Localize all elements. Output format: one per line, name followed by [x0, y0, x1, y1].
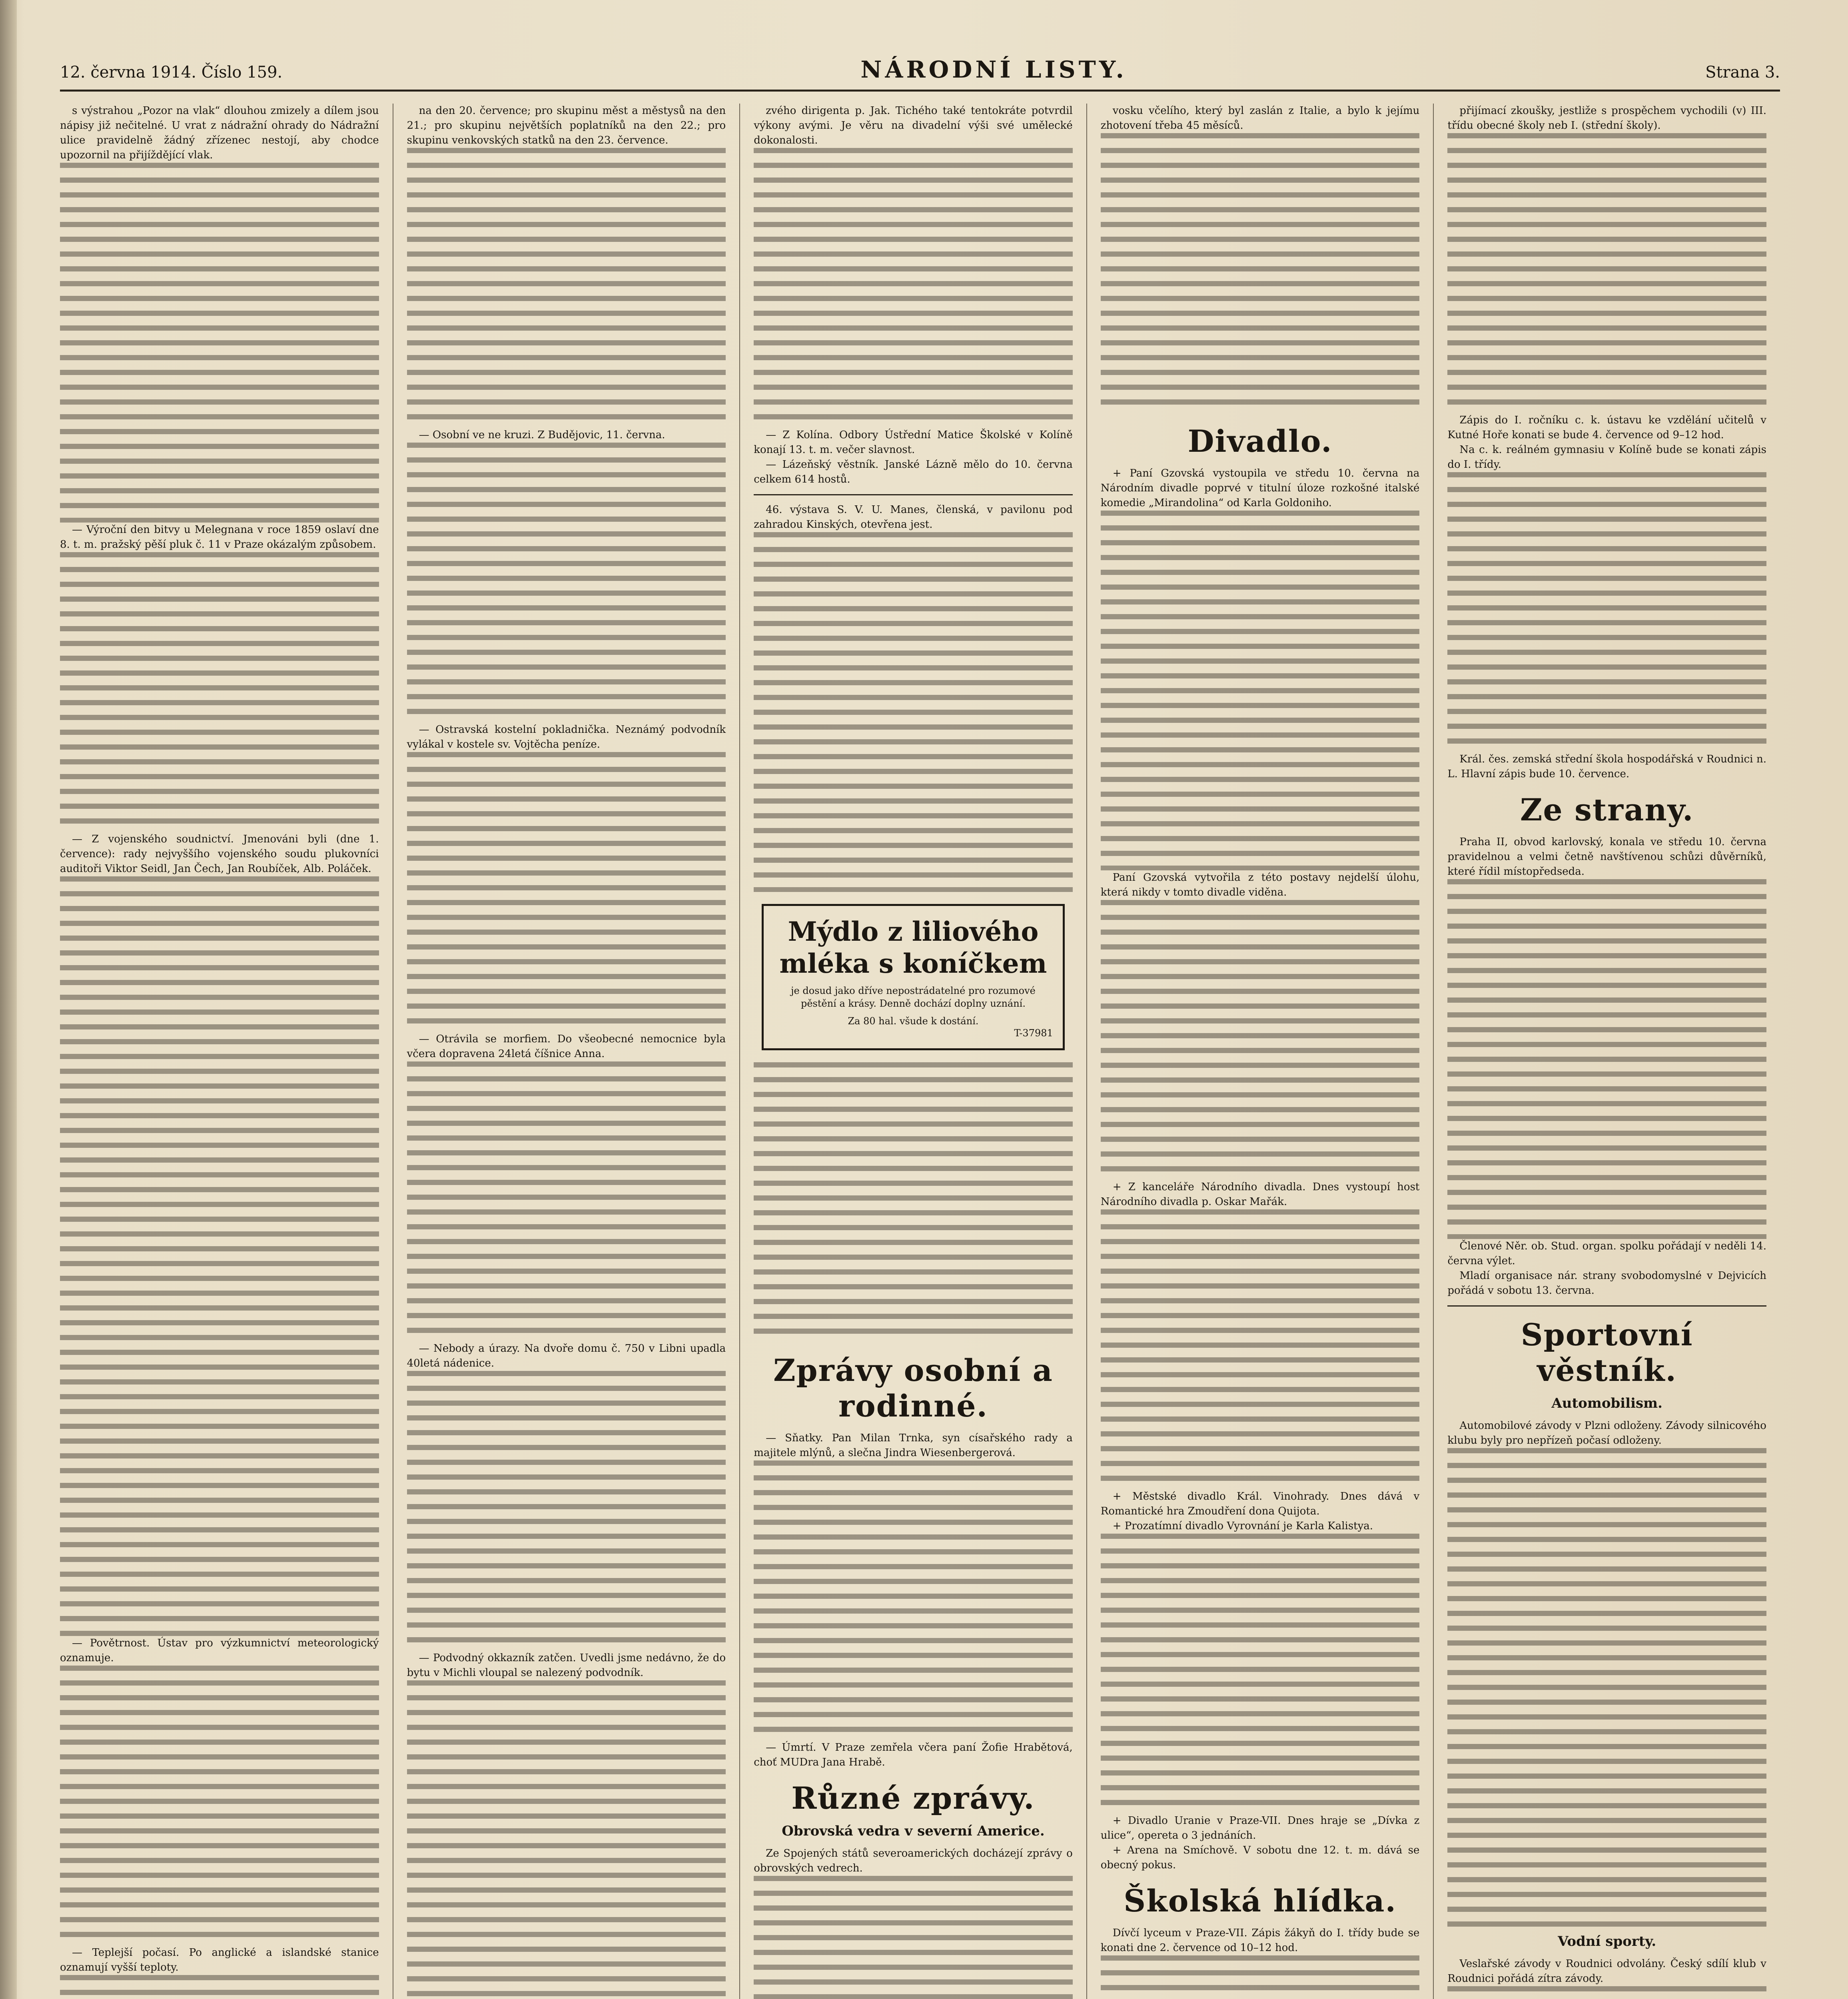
- newspaper-title: NÁRODNÍ LISTY.: [860, 56, 1127, 83]
- column-2: [393, 104, 740, 1999]
- column-4: [1087, 104, 1434, 1999]
- article-manes: 46. výstava S. V. U. Manes, členská, v pavilonu pod zahradou Kinských, otevřena jest.: [754, 504, 1073, 531]
- body-text-lines: [1447, 1986, 1766, 1999]
- article-deaths: — Úmrtí. V Praze zemřela včera paní Žofie Hrabětová, choť MUDra Jana Hrabě.: [754, 1742, 1073, 1768]
- body-text-lines: [1447, 472, 1766, 752]
- body-text-lines: [1101, 1955, 1420, 1999]
- article-paragraph: vosku včelího, který byl zaslán z Italie, a bylo k jejímu zhotovení třeba 45 měsíců.: [1100, 105, 1420, 132]
- body-text-lines: [754, 1876, 1073, 1999]
- article-weddings: — Sňatky. Pan Milan Trnka, syn císařského rady a majitele mlýnů, a slečna Jindra Wiesenbergerová.: [754, 1432, 1073, 1459]
- article-accidents: — Nebody a úrazy. Na dvoře domu č. 750 v Libni upadla 40letá nádenice.: [407, 1343, 726, 1369]
- article-melegnano: — Výroční den bitvy u Melegnana v roce 1859 oslaví dne 8. t. m. pražský pěší pluk č. 11 v Praze okázalým způsobem.: [60, 524, 379, 551]
- columns: [60, 104, 1780, 1999]
- section-heading-misc: Různé zprávy.: [791, 1780, 1035, 1816]
- section-heading-parties: Ze strany.: [1520, 792, 1694, 828]
- article-paragraph: s výstrahou „Pozor na vlak“ dlouhou zmizely a dílem jsou nápisy již nečitelné. U vrat z nádražní ohrady do Nádražní ulice pravidelně žádný zřízenec nestojí, aby chodce upozornil na přijíždějící vlak.: [60, 105, 379, 161]
- article-plzen-races: Automobilové závody v Plzni odloženy. Závody silnicového klubu byly pro nepřízeň počasí odloženy.: [1447, 1420, 1766, 1446]
- article-church-box: — Ostravská kostelní pokladnička. Neznámý podvodník vylákal v kostele sv. Vojtěcha peníze.: [407, 724, 726, 750]
- article-spa: — Lázeňský věstník. Janské Lázně mělo do 10. června celkem 614 hostů.: [754, 459, 1073, 485]
- masthead: [60, 56, 1780, 92]
- body-text-lines: [754, 1062, 1073, 1342]
- ad-price: Za 80 hal. všude k dostání.: [848, 1015, 979, 1027]
- issue-date: 12. června 1914. Číslo 159.: [60, 63, 283, 82]
- article-kolin-gymnasium: Na c. k. reálném gymnasiu v Kolíně bude se konati zápis do I. třídy.: [1447, 444, 1766, 471]
- body-text-lines: [1101, 511, 1420, 870]
- body-text-lines: [754, 148, 1073, 428]
- body-text-lines: [407, 1371, 726, 1651]
- article-military-court: — Z vojenského soudnictví. Jmenováni byli (dne 1. července): rady nejvyššího vojenského soudu plukovníci auditoři Viktor Seidl, Jan Čech, Jan Roubíček, Alb. Poláček.: [60, 833, 379, 875]
- column-3: [740, 104, 1087, 1999]
- subheading-water-sports: Vodní sporty.: [1558, 1933, 1656, 1949]
- article-gzovska-role: Paní Gzovská vytvořila z této postavy nejdelší úlohu, která nikdy v tomto divadle viděna.: [1100, 872, 1420, 898]
- divider: [754, 494, 1073, 495]
- body-text-lines: [1101, 900, 1420, 1180]
- article-kolin: — Z Kolína. Odbory Ústřední Matice Školské v Kolíně konají 13. t. m. večer slavnost.: [754, 429, 1073, 456]
- ad-title: Mýdlo z liliového mléka s koníčkem: [779, 916, 1047, 979]
- body-text-lines: [60, 552, 379, 832]
- column-5: [1434, 104, 1780, 1999]
- article-gzovska: + Paní Gzovská vystoupila ve středu 10. června na Národním divadle poprvé v titulní úloze rozkošné italské komedie „Mirandolina“ od Karla Goldoniho.: [1100, 467, 1420, 509]
- article-provisional-theatre: + Prozatímní divadlo Vyrovnání je Karla Kalistya.: [1112, 1520, 1373, 1532]
- article-kutna-hora: Zápis do I. ročníku c. k. ústavu ke vzdělání učitelů v Kutné Hoře konati se bude 4. července od 9–12 hod.: [1447, 414, 1766, 441]
- body-text-lines: [1101, 133, 1420, 413]
- subheading-automobilism: Automobilism.: [1551, 1395, 1662, 1411]
- article-rowing: Veslařské závody v Roudnici odvolány. Český sdílí klub v Roudnici pořádá zítra závody.: [1447, 1958, 1766, 1985]
- body-text-lines: [1447, 133, 1766, 413]
- article-students: Členové Něr. ob. Stud. organ. spolku pořádají v neděli 14. června výlet.: [1447, 1240, 1766, 1267]
- binding-edge: [0, 0, 17, 1999]
- article-heatwave: Ze Spojených států severoamerických docházejí zprávy o obrovských vedrech.: [754, 1847, 1073, 1874]
- article-paragraph: přijímací zkoušky, jestliže s prospěchem vychodili (v) III. třídu obecné školy neb I. (střední školy).: [1447, 105, 1766, 132]
- article-paragraph: zvého dirigenta p. Jak. Tichého také tentokráte potvrdil výkony avými. Je věru na divadelní výši své umělecké dokonalosti.: [754, 105, 1073, 146]
- ad-text: je dosud jako dříve nepostrádatelné pro rozumové pěstění a krásy. Denně dochází doplny uznání.: [791, 985, 1036, 1009]
- divider: [1447, 1305, 1766, 1307]
- article-weather: — Povětrnost. Ústav pro výzkumnictví meteorologický oznamuje.: [60, 1637, 379, 1664]
- body-text-lines: [407, 148, 726, 428]
- body-text-lines: [407, 1061, 726, 1341]
- section-heading-sport: Sportovní věstník.: [1521, 1317, 1693, 1388]
- body-text-lines: [407, 443, 726, 722]
- page-number: Strana 3.: [1705, 63, 1780, 82]
- body-text-lines: [60, 1666, 379, 1945]
- section-heading-personal: Zprávy osobní a rodinné.: [773, 1353, 1053, 1424]
- body-text-lines: [754, 532, 1073, 892]
- subheading-heatwave: Obrovská vedra v severní Americe.: [782, 1823, 1045, 1839]
- section-heading-school: Školská hlídka.: [1124, 1883, 1397, 1919]
- article-paragraph: na den 20. července; pro skupinu měst a městysů na den 21.; pro skupinu největších poplatníků na den 22.; pro skupinu venkovských statků na den 23. července.: [407, 105, 726, 146]
- article-warmer-weather: — Teplejší počasí. Po anglické a islandské stanice oznamují vyšší teploty.: [60, 1947, 379, 1973]
- article-fraud: — Podvodný okkazník zatčen. Uvedli jsme nedávno, že do bytu v Michli vloupal se nalezený podvodník.: [407, 1652, 726, 1679]
- article-praha-ii: Praha II, obvod karlovský, konala ve středu 10. června pravidelnou a velmi četně navštívenou schůzi důvěrníků, které řídil místopředseda.: [1447, 836, 1766, 878]
- body-text-lines: [1447, 879, 1766, 1239]
- body-text-lines: [1101, 1209, 1420, 1489]
- article-dejvice: Mladí organisace nár. strany svobodomyslné v Dejvicích pořádá v sobotu 13. června.: [1447, 1270, 1766, 1297]
- article-vinohrady-theatre: + Městské divadlo Král. Vinohrady. Dnes dává v Romantické hra Zmoudření dona Quijota.: [1100, 1490, 1420, 1517]
- body-text-lines: [60, 876, 379, 1636]
- article-morphine: — Otrávila se morfiem. Do všeobecné nemocnice byla včera dopravena 24letá číšnice Anna.: [407, 1033, 726, 1060]
- article-budejovice: — Osobní ve ne kruzi. Z Budějovic, 11. června.: [419, 429, 665, 441]
- body-text-lines: [1447, 1448, 1766, 1928]
- body-text-lines: [60, 163, 379, 523]
- body-text-lines: [407, 1680, 726, 1999]
- article-lyceum: Dívčí lyceum v Praze-VII. Zápis žákyň do I. třídy bude se konati dne 2. července od 10–12 hod.: [1100, 1927, 1420, 1954]
- section-heading-theatre: Divadlo.: [1187, 423, 1333, 459]
- body-text-lines: [754, 1460, 1073, 1740]
- column-1: [60, 104, 393, 1999]
- article-national-theatre: + Z kanceláře Národního divadla. Dnes vystoupí host Národního divadla p. Oskar Mařák.: [1100, 1181, 1420, 1208]
- article-arena: + Arena na Smíchově. V sobotu dne 12. t. m. dává se obecný pokus.: [1100, 1844, 1420, 1871]
- body-text-lines: [407, 752, 726, 1032]
- article-roudnice-school: Král. čes. zemská střední škola hospodářská v Roudnici n. L. Hlavní zápis bude 10. července.: [1447, 753, 1766, 780]
- soap-advertisement: [762, 904, 1065, 1050]
- body-text-lines: [1101, 1534, 1420, 1813]
- body-text-lines: [60, 1975, 379, 1999]
- ad-code: T-37981: [1014, 1027, 1053, 1039]
- article-urania: + Divadlo Uranie v Praze-VII. Dnes hraje se „Dívka z ulice“, opereta o 3 jednáních.: [1100, 1815, 1420, 1841]
